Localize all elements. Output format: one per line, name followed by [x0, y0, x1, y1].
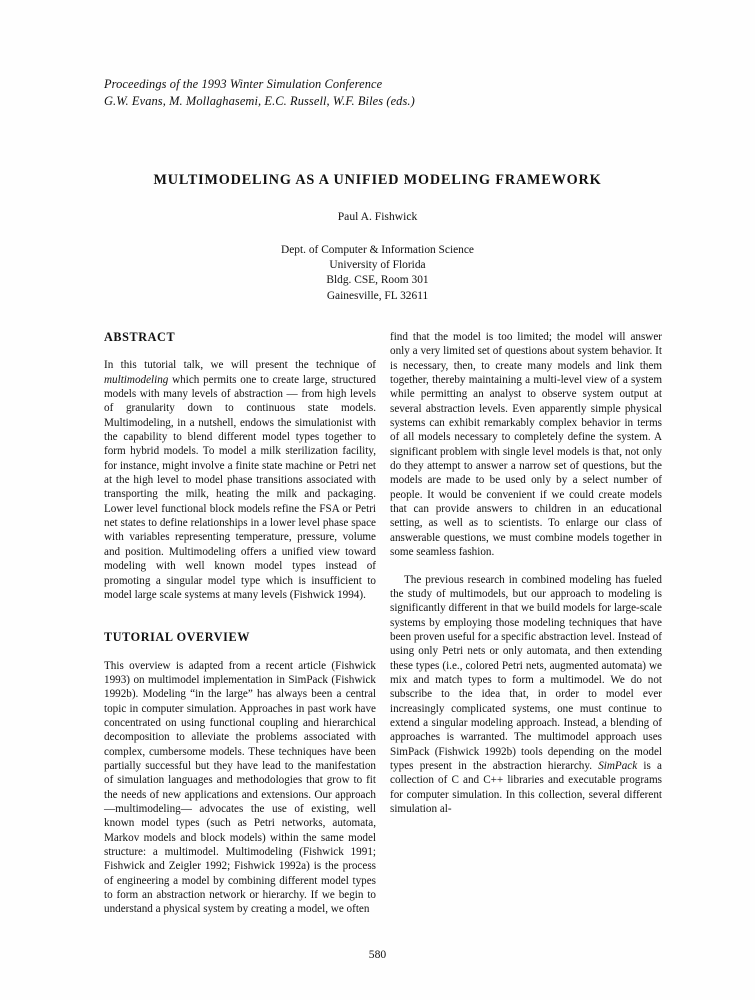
affiliation-city: Gainesville, FL 32611: [326, 289, 429, 302]
body-column-right: [390, 330, 662, 816]
page-number: 580: [368, 948, 387, 961]
abstract-paragraph: [104, 358, 376, 602]
tutorial-overview-paragraph-2-part-2: is a collection of C and C++ libraries and executable programs for computer simulation. In this collection, several different simulation al-: [390, 759, 662, 815]
affiliation-institution: University of Florida: [329, 259, 426, 272]
section-heading-tutorial-overview: TUTORIAL OVERVIEW: [104, 630, 251, 645]
abstract-text-part-2: which permits one to create large, structured models with many levels of abstraction — from high levels of granularity down to continuous state models. Multimodeling, in a nutshell, endows the simulationist with the capability to blend different model types together to form hybrid models. To model a milk sterilization facility, for instance, might involve a finite state machine or Petri net at the high level to model phase transitions associated with transporting the milk, heating the milk and packaging. Lower level functional block models refine the FSA or Petri net states to define relationships in a lower level phase space with variables representing temperature, pressure, volume and position. Multimodeling offers a unified view toward modeling with well known model types instead of promoting a singular model type which is insufficient to model large scale systems at many levels (Fishwick 1994).: [104, 373, 376, 601]
proceedings-header: [104, 76, 664, 110]
tutorial-overview-paragraph-2-part-1: The previous research in combined modeling has fueled the study of multimodels, but our approach to modeling is significantly different in that we build models for large-scale systems by employing those modeling techniques that have been proven useful for a specific abstraction level. Instead of using only Petri nets or only automata, and then extending these types (i.e., colored Petri nets, augmented automata) we mix and match types to form a multimodel. We do not subscribe to the idea that, in order to model ever increasingly complicated systems, one must continue to extend a singular modeling approach. Instead, a blending of approaches is warranted. The multimodel approach uses SimPack (Fishwick 1992b) tools depending on the model types present in the abstraction hierarchy.: [390, 573, 662, 772]
body-column-left: [104, 330, 376, 917]
proceedings-line-1: Proceedings of the 1993 Winter Simulation Conference: [104, 77, 383, 91]
author-affiliation: [0, 243, 755, 304]
proceedings-line-2: G.W. Evans, M. Mollaghasemi, E.C. Russell, W.F. Biles (eds.): [104, 94, 415, 108]
tutorial-overview-text-part-1: This overview is adapted from a recent article (Fishwick 1993) on multimodel implementation in SimPack (Fishwick 1992b). Modeling “in the large” has always been a central topic in computer simulation. Approaches in past work have concentrated on using functional coupling and hierarchical decomposition to alleviate the problems associated with complex, cumbersome models. These techniques have been partially successful but they have lead to the manifestation of simulation languages and methodologies that grow to fit the needs of new applications and extensions. Our approach —multimodeling— advocates the use of existing, well known model types (such as Petri networks, automata, Markov models and block models) within the same model structure: a multimodel. Multimodeling (Fishwick 1991; Fishwick and Zeigler 1992; Fishwick 1992a) is the process of engineering a model by combining different model types to form an abstraction network or hierarchy. If we begin to understand a physical system by creating a model, we often: [104, 659, 376, 916]
section-heading-abstract: ABSTRACT: [104, 330, 176, 344]
affiliation-building: Bldg. CSE, Room 301: [326, 274, 429, 287]
abstract-text-part-1: In this tutorial talk, we will present the technique of: [104, 359, 376, 372]
affiliation-department: Dept. of Computer & Information Science: [281, 244, 474, 256]
paper-title: MULTIMODELING AS A UNIFIED MODELING FRAMEWORK: [153, 172, 602, 188]
abstract-emphasis-multimodeling: multimodeling: [104, 373, 169, 386]
tutorial-overview-paragraph-2: [390, 573, 662, 817]
tutorial-overview-emphasis-simpack: SimPack: [598, 759, 638, 772]
tutorial-overview-paragraph-1: [104, 659, 376, 917]
tutorial-overview-paragraph-1-continued: find that the model is too limited; the model will answer only a very limited set of questions about system behavior. It is necessary, then, to create many models and link them together, thereby maintaining a multi-level view of a system while permitting an analyst to observe system output at several abstraction levels. Even apparently simple physical systems can exhibit remarkably complex behavior in terms of all models necessary to completely define the system. A significant problem with single level models is that, not only do they attempt to answer a narrow set of questions, but the models are made to be used only by a select number of people. It would be convenient if we could create models that can provide answers to children in an educational setting, as well as to scientists. To enlarge our class of answerable questions, we must combine models together in some seamless fashion.: [390, 331, 662, 559]
paper-author: Paul A. Fishwick: [337, 210, 418, 223]
